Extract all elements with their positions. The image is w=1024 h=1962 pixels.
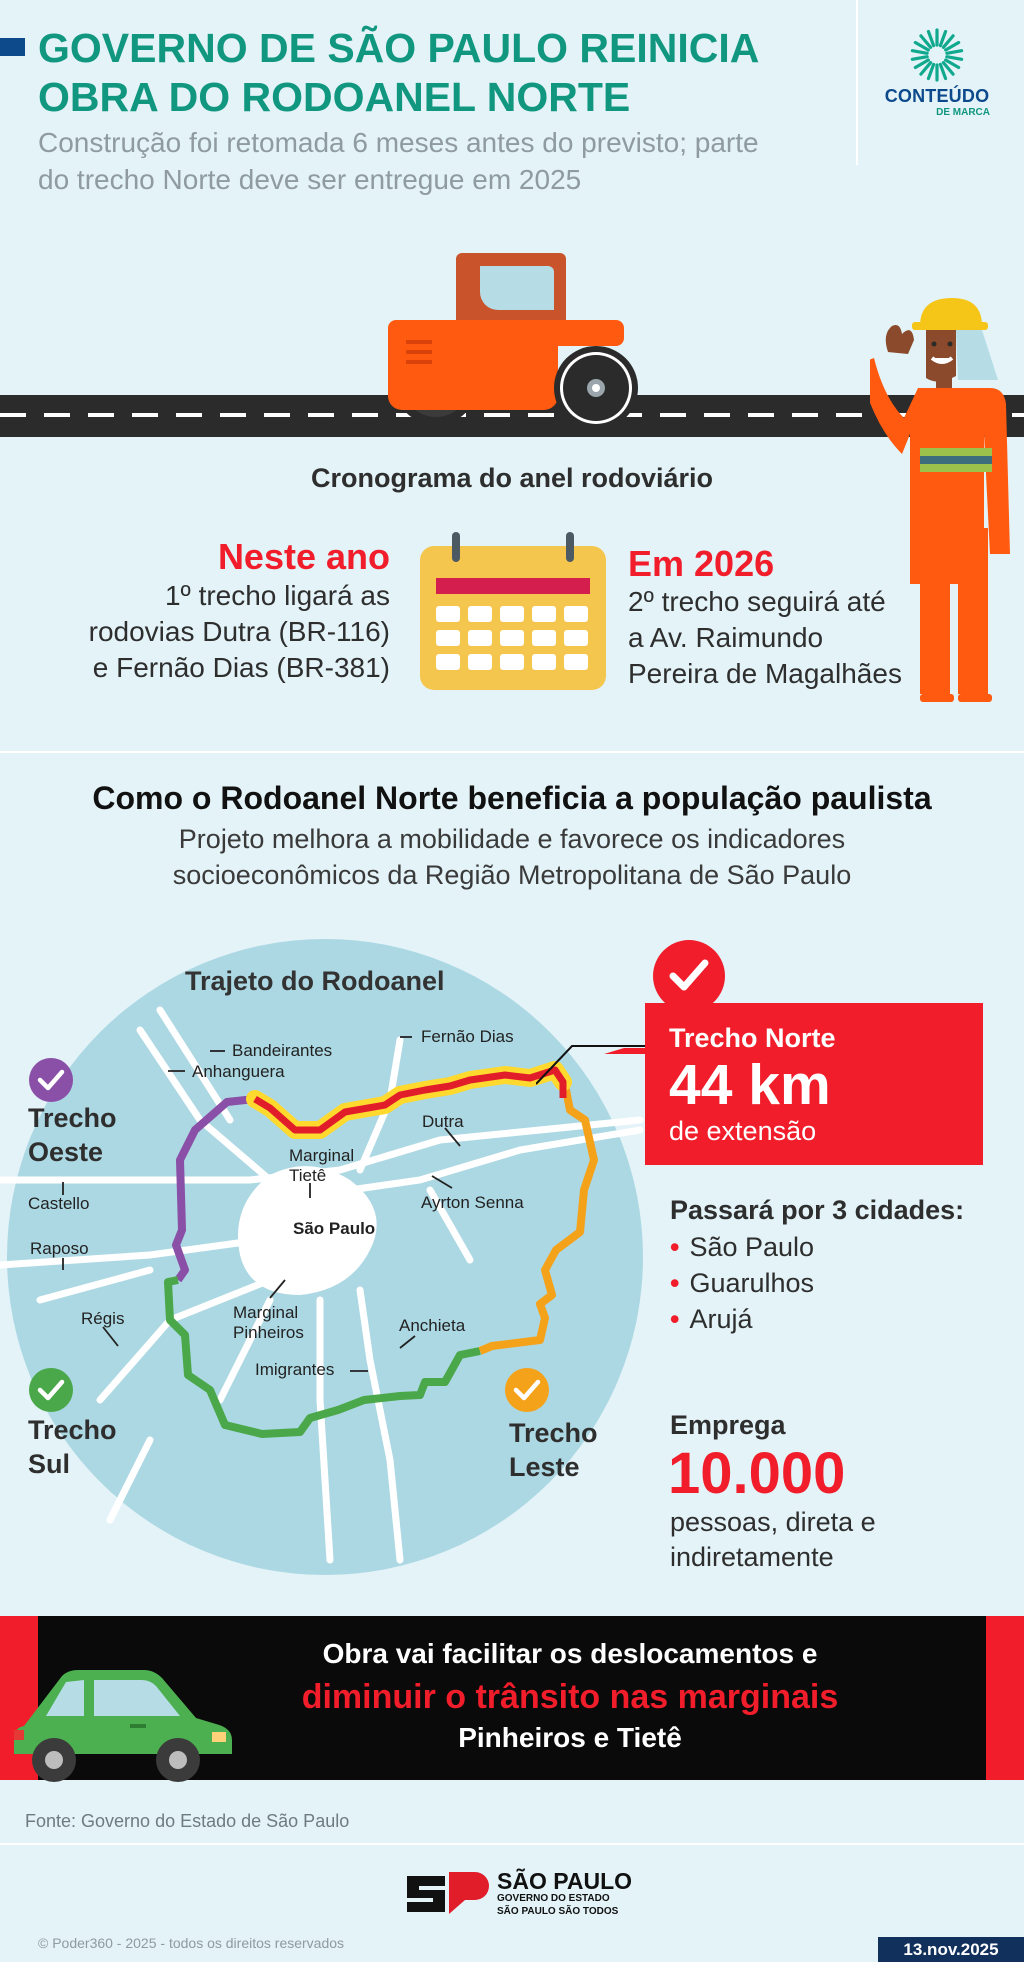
trecho-norte-callout [645, 1003, 983, 1165]
label-anchieta: Anchieta [399, 1316, 466, 1335]
cities-heading: Passará por 3 cidades: [670, 1195, 965, 1225]
header-divider [856, 0, 858, 165]
year-2026-text [628, 584, 928, 692]
label-imigrantes: Imigrantes [255, 1360, 335, 1379]
jobs-desc-line-1: pessoas, direta e [670, 1507, 876, 1537]
bullet-icon: • [670, 1304, 680, 1334]
city-name: Arujá [689, 1304, 753, 1334]
label-fernao-dias: Fernão Dias [421, 1027, 514, 1046]
list-item [670, 1229, 814, 1265]
trecho-oeste-line-2: Oeste [28, 1137, 104, 1167]
trecho-sul-line-1: Trecho [28, 1415, 117, 1445]
year-2026-line-1: 2º trecho seguirá até [628, 586, 886, 617]
sao-paulo-name: SÃO PAULO [497, 1868, 633, 1894]
banner-line-2: diminuir o trânsito nas marginais [301, 1678, 839, 1716]
source-note: Fonte: Governo do Estado de São Paulo [25, 1811, 350, 1831]
label-castello: Castello [28, 1194, 90, 1213]
label-regis: Régis [81, 1309, 125, 1328]
trecho-leste-label [509, 1416, 598, 1484]
brand-sub: DE MARCA [936, 107, 990, 118]
jobs-desc-line-2: indiretamente [670, 1542, 834, 1572]
jobs-value: 10.000 [668, 1441, 846, 1506]
trecho-sul-line-2: Sul [28, 1449, 71, 1479]
page-subtitle [38, 124, 858, 198]
label-marginal-pinheiros [233, 1303, 304, 1343]
rodoanel-route-map [0, 915, 660, 1615]
benefits-subtitle-line-1: Projeto melhora a mobilidade e favorece os indicadores [178, 824, 846, 854]
trecho-norte-label: Trecho Norte [669, 1023, 836, 1053]
this-year-heading: Neste ano [217, 536, 390, 577]
sao-paulo-gov: GOVERNO DO ESTADO [497, 1893, 610, 1904]
label-marginal-tiete [289, 1146, 354, 1186]
cities-list [670, 1229, 814, 1337]
this-year-line-3: e Fernão Dias (BR-381) [92, 652, 390, 683]
road-roller-illustration [380, 248, 650, 433]
label-sao-paulo-city: São Paulo [293, 1219, 376, 1238]
header-accent-bar [0, 38, 25, 56]
label-anhanguera: Anhanguera [192, 1062, 285, 1081]
banner-red-edge-right [986, 1616, 1024, 1780]
north-callout-line [536, 1044, 648, 1086]
banner-line-1: Obra vai facilitar os deslocamentos e [322, 1638, 818, 1669]
label-dutra: Dutra [422, 1112, 464, 1131]
subtitle-line-1: Construção foi retomada 6 meses antes do previsto; parte [38, 127, 759, 158]
sao-paulo-slogan: SÃO PAULO SÃO TODOS [497, 1906, 619, 1917]
date-badge: 13.nov.2025 [878, 1937, 1024, 1962]
benefits-title: Como o Rodoanel Norte beneficia a população paulista [92, 780, 932, 816]
label-marginal-tiete-line-2: Tietê [289, 1166, 327, 1185]
sao-paulo-government-logo [405, 1870, 491, 1914]
copyright-notice: © Poder360 - 2025 - todos os direitos reservados [38, 1935, 345, 1951]
year-2026-line-2: a Av. Raimundo [628, 622, 824, 653]
trecho-leste-line-1: Trecho [509, 1418, 598, 1448]
list-item [670, 1301, 814, 1337]
this-year-line-1: 1º trecho ligará as [164, 580, 390, 611]
title-line-1: GOVERNO DE SÃO PAULO REINICIA [38, 25, 760, 71]
this-year-text [40, 578, 390, 686]
subtitle-line-2: do trecho Norte deve ser entregue em 2025 [38, 164, 582, 195]
trecho-oeste-label [28, 1101, 117, 1169]
city-name: São Paulo [689, 1232, 815, 1262]
page-title [38, 24, 838, 122]
list-item [670, 1265, 814, 1301]
trecho-norte-length-desc: de extensão [669, 1116, 817, 1146]
trecho-sul-label [28, 1413, 117, 1481]
trecho-leste-line-2: Leste [509, 1452, 580, 1482]
norte-check-icon [653, 940, 725, 1012]
label-marginal-pinheiros-line-2: Pinheiros [233, 1323, 304, 1342]
schedule-title: Cronograma do anel rodoviário [310, 463, 714, 493]
oeste-check-icon [29, 1058, 73, 1102]
jobs-description [670, 1505, 970, 1575]
starburst-icon [910, 28, 964, 82]
bullet-icon: • [670, 1268, 680, 1298]
label-raposo: Raposo [30, 1239, 89, 1258]
leste-check-icon [505, 1368, 549, 1412]
year-2026-line-3: Pereira de Magalhães [628, 658, 902, 689]
jobs-heading: Emprega [670, 1410, 786, 1440]
brand-name: CONTEÚDO [884, 86, 990, 106]
label-marginal-pinheiros-line-1: Marginal [233, 1303, 299, 1322]
city-name: Guarulhos [689, 1268, 815, 1298]
benefits-subtitle [0, 821, 1024, 893]
trecho-norte-length: 44 km [669, 1053, 831, 1117]
benefits-subtitle-line-2: socioeconômicos da Região Metropolitana de São Paulo [172, 860, 852, 890]
label-bandeirantes: Bandeirantes [232, 1041, 333, 1060]
label-ayrton-senna: Ayrton Senna [421, 1193, 524, 1212]
banner-line-3: Pinheiros e Tietê [458, 1722, 682, 1753]
title-line-2: OBRA DO RODOANEL NORTE [38, 74, 631, 120]
this-year-line-2: rodovias Dutra (BR-116) [88, 616, 390, 647]
trecho-oeste-line-1: Trecho [28, 1103, 117, 1133]
sul-check-icon [29, 1368, 73, 1412]
bullet-icon: • [670, 1232, 680, 1262]
map-title: Trajeto do Rodoanel [185, 966, 445, 996]
footer-divider [0, 1843, 1024, 1845]
calendar-icon [420, 530, 606, 690]
conteudo-de-marca-logo [872, 28, 1002, 128]
section-divider [0, 751, 1024, 753]
label-marginal-tiete-line-1: Marginal [289, 1146, 355, 1165]
year-2026-heading: Em 2026 [628, 543, 775, 584]
